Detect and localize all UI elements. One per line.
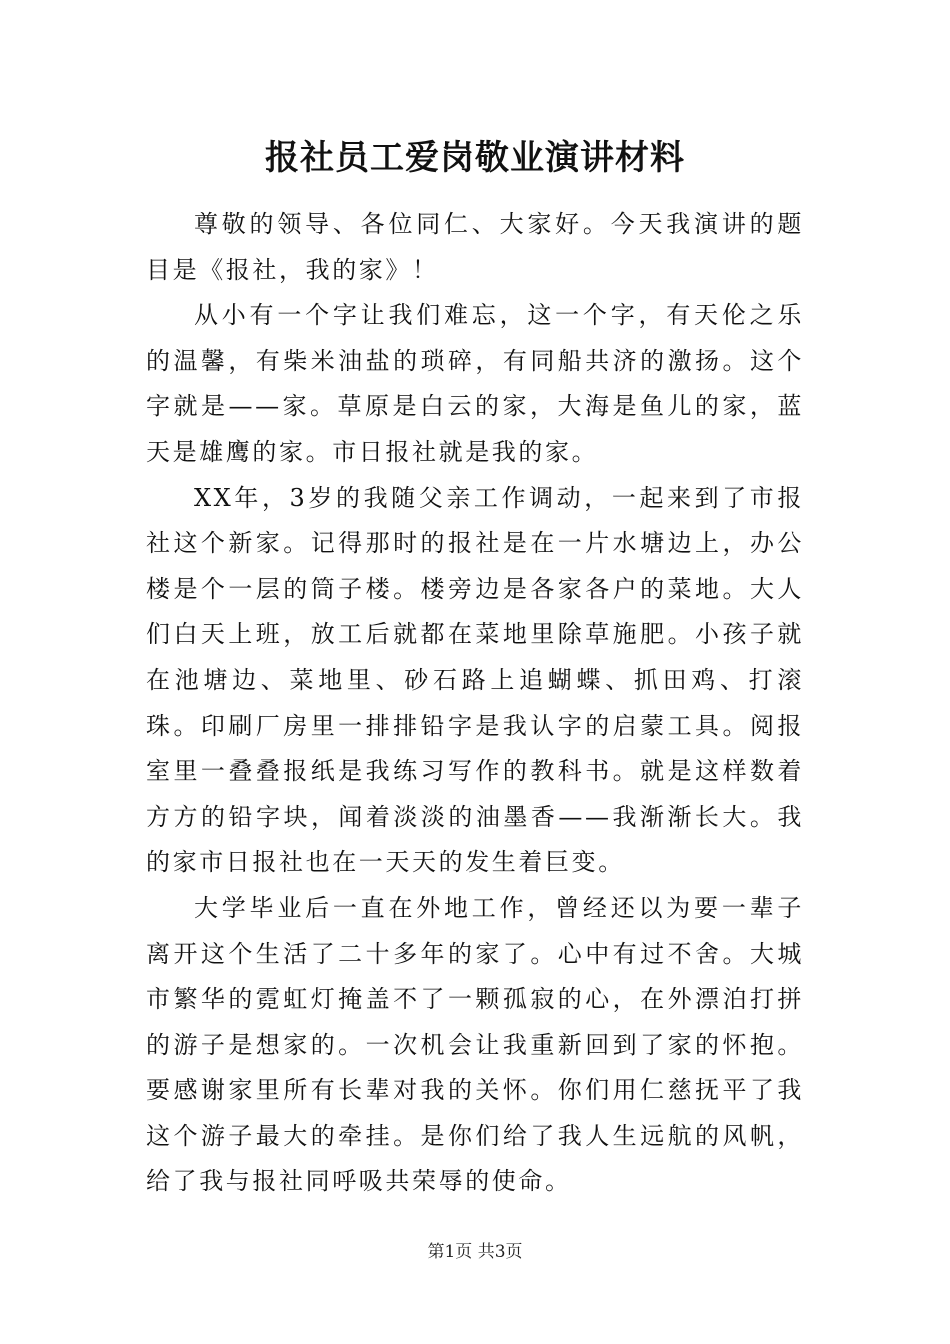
document-body (146, 202, 804, 1205)
document-title: 报社员工爱岗敬业演讲材料 (265, 138, 685, 178)
page-footer: 第1页 共3页 (427, 1242, 523, 1262)
paragraph-4: 大学毕业后一直在外地工作，曾经还以为要一辈子离开这个生活了二十多年的家了。心中有过不舍。大城市繁华的霓虹灯掩盖不了一颗孤寂的心，在外漂泊打拼的游子是想家的。一次机会让我重新回到了家的怀抱。要感谢家里所有长辈对我的关怀。你们用仁慈抚平了我这个游子最大的牵挂。是你们给了我人生远航的风帆，给了我与报社同呼吸共荣辱的使命。 (146, 893, 804, 1196)
paragraph-1: 尊敬的领导、各位同仁、大家好。今天我演讲的题目是《报社，我的家》！ (146, 210, 804, 284)
paragraph-3: XX年，3岁的我随父亲工作调动，一起来到了市报社这个新家。记得那时的报社是在一片水塘边上，办公楼是个一层的筒子楼。楼旁边是各家各户的菜地。大人们白天上班，放工后就都在菜地里除草施肥。小孩子就在池塘边、菜地里、砂石路上追蝴蝶、抓田鸡、打滚珠。印刷厂房里一排排铅字是我认字的启蒙工具。阅报室里一叠叠报纸是我练习写作的教科书。就是这样数着方方的铅字块，闻着淡淡的油墨香——我渐渐长大。我的家市日报社也在一天天的发生着巨变。 (146, 483, 804, 877)
paragraph-2: 从小有一个字让我们难忘，这一个字，有天伦之乐的温馨，有柴米油盐的琐碎，有同船共济的激扬。这个字就是——家。草原是白云的家，大海是鱼儿的家，蓝天是雄鹰的家。市日报社就是我的家。 (146, 301, 804, 466)
